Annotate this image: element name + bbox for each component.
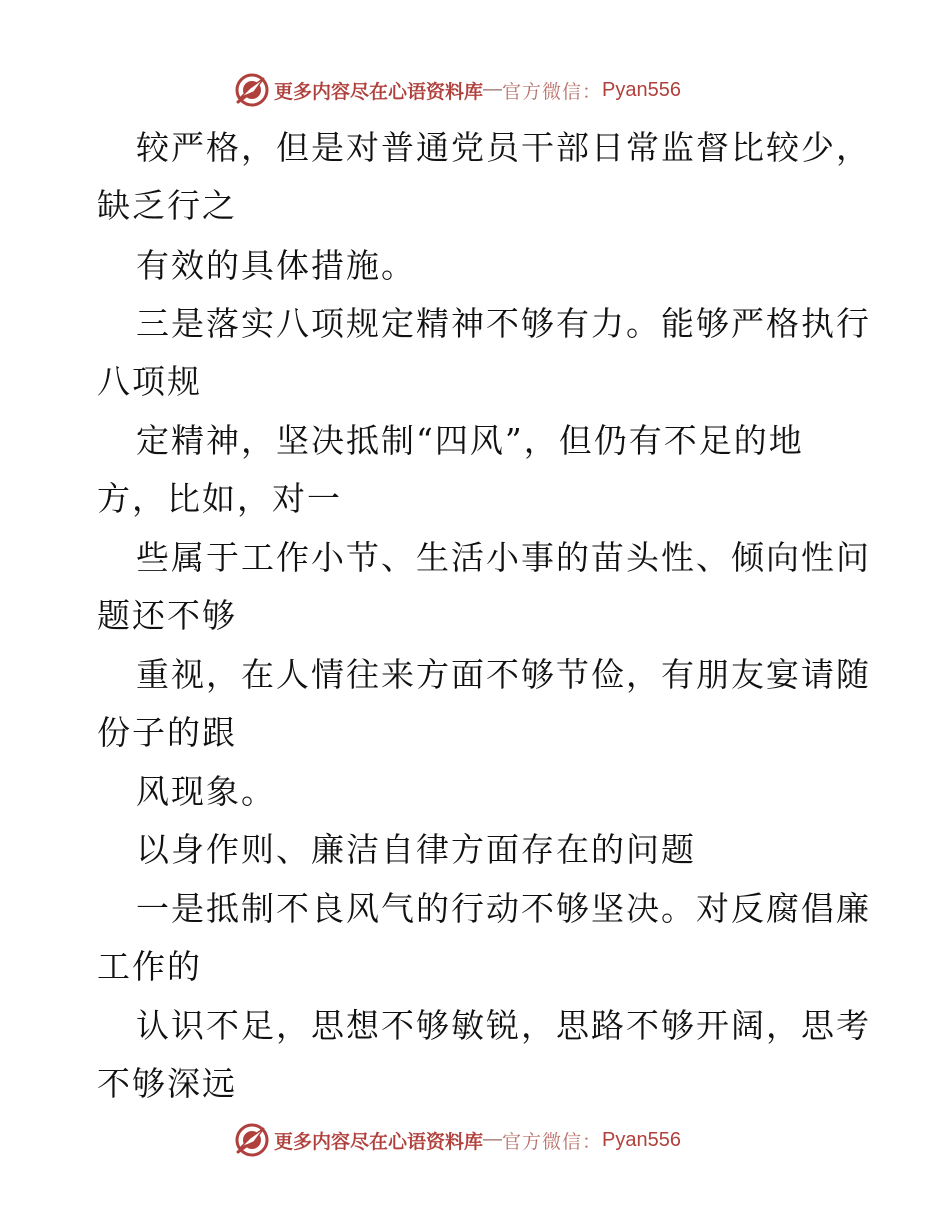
body-line: 份子的跟 [97, 713, 237, 752]
body-line: 一是抵制不良风气的行动不够坚决。对反腐倡廉 [136, 889, 871, 928]
footer-banner [234, 1122, 681, 1158]
body-line: 缺乏行之 [97, 186, 237, 225]
header-banner [234, 72, 681, 108]
body-line: 些属于工作小节、生活小事的苗头性、倾向性问 [136, 538, 871, 577]
body-line: 风现象。 [136, 772, 276, 811]
body-line: 不够深远 [97, 1064, 237, 1103]
body-line: 题还不够 [97, 596, 237, 635]
banner-main-text: 更多内容尽在心语资料库 [274, 80, 484, 103]
banner-dash: — [483, 1129, 503, 1150]
body-line: 工作的 [97, 947, 202, 986]
banner-wechat-label: 官方微信： [502, 80, 603, 103]
banner-main-text: 更多内容尽在心语资料库 [274, 1130, 484, 1153]
section-heading: 以身作则、廉洁自律方面存在的问题 [136, 830, 696, 869]
body-line: 认识不足，思想不够敏锐，思路不够开阔，思考 [136, 1006, 871, 1045]
banner-wechat-id: Pyan556 [602, 1128, 681, 1151]
logo-icon [234, 1122, 270, 1158]
body-line: 方，比如，对一 [97, 479, 342, 518]
banner-dash: — [483, 79, 503, 100]
body-line: 三是落实八项规定精神不够有力。能够严格执行 [136, 304, 871, 343]
logo-icon [234, 72, 270, 108]
body-line: 定精神，坚决抵制“四风”，但仍有不足的地 [136, 421, 804, 460]
banner-wechat-label: 官方微信： [502, 1130, 603, 1153]
body-line: 有效的具体措施。 [136, 246, 416, 285]
banner-wechat-id: Pyan556 [602, 78, 681, 101]
body-line: 八项规 [97, 362, 202, 401]
body-line: 重视，在人情往来方面不够节俭，有朋友宴请随 [136, 655, 871, 694]
body-line: 较严格，但是对普通党员干部日常监督比较少， [136, 128, 871, 167]
